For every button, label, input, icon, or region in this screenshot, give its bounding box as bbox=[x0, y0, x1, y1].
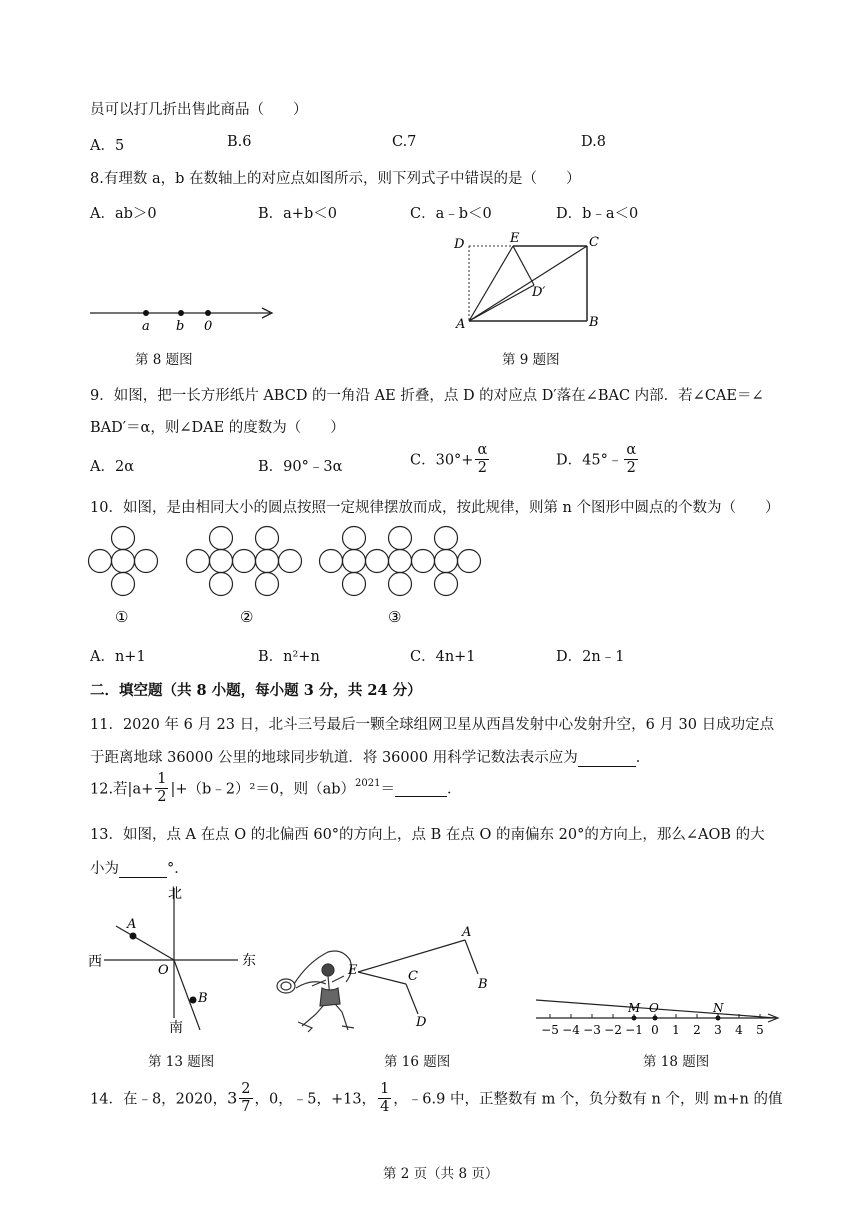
fig18-tick-label: −4 bbox=[562, 1023, 580, 1037]
dancer-image bbox=[277, 951, 354, 1032]
question-11-line-1: 11．2020 年 6 月 23 日，北斗三号最后一颗全球组网卫星从西昌发射中心发射升空，6 月 30 日成功定点 bbox=[90, 717, 775, 733]
fig13-label-b: B bbox=[198, 991, 208, 1006]
figure-16-dancer bbox=[268, 922, 500, 1034]
q12-answer-blank bbox=[395, 780, 447, 797]
fig18-tick-label: 4 bbox=[735, 1023, 743, 1037]
fig9-label-c: C bbox=[589, 235, 599, 250]
fig18-tick-label: 3 bbox=[714, 1023, 722, 1037]
fig18-tick-label: 2 bbox=[693, 1023, 701, 1037]
figure-18-caption: 第 18 题图 bbox=[643, 1054, 710, 1070]
fig8-label-a: a bbox=[142, 319, 150, 334]
q11-answer-blank bbox=[578, 750, 636, 767]
figure-9-caption: 第 9 题图 bbox=[502, 352, 560, 368]
q10-option-a: A．n+1 bbox=[90, 649, 146, 665]
fig13-label-east: 东 bbox=[242, 953, 256, 969]
q7-option-a: A．5 bbox=[90, 138, 125, 154]
q13-answer-blank bbox=[119, 861, 167, 878]
fig16-label-d: D bbox=[416, 1015, 427, 1030]
figure-10-dot-patterns bbox=[88, 524, 488, 632]
figure-8-number-line bbox=[88, 300, 288, 340]
q7-option-b: B.6 bbox=[227, 134, 252, 150]
fig9-label-d-prime: D′ bbox=[532, 285, 546, 300]
question-13-line-1: 13．如图，点 A 在点 O 的北偏西 60°的方向上，点 B 在点 O 的南偏东 20°的方向上，那么∠AOB 的大 bbox=[90, 827, 765, 843]
q8-option-a: A．ab＞0 bbox=[90, 206, 157, 222]
q8-option-d: D．b﹣a＜0 bbox=[556, 206, 639, 222]
q13-text: 小为 bbox=[90, 861, 119, 877]
figure-13-compass bbox=[88, 884, 278, 1034]
fig16-label-a: A bbox=[462, 925, 472, 940]
q9-option-a: A．2α bbox=[90, 459, 134, 475]
page-footer: 第 2 页（共 8 页） bbox=[383, 1166, 499, 1182]
q12-mid: |+（b﹣2）²＝0，则（ab） bbox=[170, 781, 355, 798]
fig18-tick-label: −5 bbox=[541, 1023, 559, 1037]
figure-8-caption: 第 8 题图 bbox=[135, 352, 193, 368]
fig13-label-o: O bbox=[158, 963, 169, 978]
q9-option-b: B．90°﹣3α bbox=[258, 459, 343, 475]
fig13-label-west: 西 bbox=[88, 954, 102, 970]
q7-option-c: C.7 bbox=[392, 134, 417, 150]
question-11-line-2 bbox=[90, 746, 650, 767]
fig16-label-e: E bbox=[348, 963, 358, 978]
fraction-numerator: α bbox=[626, 442, 637, 458]
q14-pre: 14．在﹣8，2020， bbox=[90, 1091, 228, 1108]
q9-option-c bbox=[410, 443, 491, 475]
q12-exponent: 2021 bbox=[355, 778, 381, 790]
q14-mid: ，0，﹣5，+13， bbox=[254, 1091, 377, 1108]
fig18-tick-label: 5 bbox=[756, 1023, 764, 1037]
fig9-label-a: A bbox=[456, 317, 466, 332]
figure-9-rectangle bbox=[450, 232, 610, 342]
q11-text: 于距离地球 36000 公里的地球同步轨道．将 36000 用科学记数法表示应为 bbox=[90, 750, 578, 766]
fig9-label-b: B bbox=[589, 315, 599, 330]
q7-option-d: D.8 bbox=[581, 134, 606, 150]
fraction-denominator: 4 bbox=[380, 1098, 390, 1115]
question-13-line-2 bbox=[90, 857, 189, 878]
q11-end: ． bbox=[635, 750, 651, 766]
q8-option-b: B．a+b＜0 bbox=[258, 206, 337, 222]
q14-mixed-fraction bbox=[239, 1082, 252, 1114]
fig16-label-c: C bbox=[408, 969, 418, 984]
fig10-label-3: ③ bbox=[388, 608, 402, 626]
fig18-point-m: M bbox=[628, 1001, 641, 1015]
fraction-numerator: 1 bbox=[380, 1081, 390, 1097]
section-2-heading: 二．填空题（共 8 小题，每小题 3 分，共 24 分） bbox=[90, 682, 422, 699]
q10-option-c: C．4n+1 bbox=[410, 649, 476, 665]
q12-fraction bbox=[155, 772, 168, 804]
fraction-denominator: 2 bbox=[477, 459, 487, 476]
fraction-numerator: 1 bbox=[157, 771, 167, 787]
q12-pre: 12.若|a+ bbox=[90, 781, 154, 798]
fraction-denominator: 7 bbox=[241, 1098, 251, 1115]
q10-option-d: D．2n﹣1 bbox=[556, 649, 625, 665]
q9-option-c-fraction bbox=[475, 443, 489, 475]
fig18-tick-label: −3 bbox=[583, 1023, 601, 1037]
fig18-point-o: O bbox=[649, 1001, 659, 1015]
q13-end: °． bbox=[167, 861, 189, 877]
q9-option-c-text: C．30°+ bbox=[410, 452, 474, 469]
question-9-line-2: BAD′＝α，则∠DAE 的度数为（ ） bbox=[90, 420, 345, 436]
fig13-label-north: 北 bbox=[168, 886, 182, 902]
q8-option-c: C．a﹣b＜0 bbox=[410, 206, 492, 222]
figure-13-caption: 第 13 题图 bbox=[148, 1054, 215, 1070]
fraction-numerator: 2 bbox=[241, 1081, 251, 1097]
question-9-line-1: 9．如图，把一长方形纸片 ABCD 的一角沿 AE 折叠，点 D 的对应点 D′落在∠BAC 内部．若∠CAE＝∠ bbox=[90, 388, 764, 404]
q14-fraction bbox=[378, 1082, 391, 1114]
q9-option-d-fraction bbox=[624, 443, 638, 475]
fig13-label-south: 南 bbox=[169, 1020, 183, 1036]
q12-equals: ＝ bbox=[380, 781, 395, 798]
fraction-denominator: 2 bbox=[626, 459, 636, 476]
question-8-stem: 8.有理数 a，b 在数轴上的对应点如图所示，则下列式子中错误的是（ ） bbox=[90, 171, 581, 187]
fig10-label-1: ① bbox=[115, 608, 129, 626]
question-12 bbox=[90, 772, 461, 804]
fig18-tick-label: 0 bbox=[651, 1023, 659, 1037]
fig18-tick-label: −2 bbox=[604, 1023, 622, 1037]
fig18-tick-label: 1 bbox=[672, 1023, 680, 1037]
fig10-label-2: ② bbox=[240, 608, 254, 626]
q14-post: ，﹣6.9 中，正整数有 m 个，负分数有 n 个，则 m+n 的值 bbox=[393, 1091, 783, 1108]
q9-option-d bbox=[556, 443, 640, 475]
q10-option-b: B．n²+n bbox=[258, 649, 320, 665]
fig9-label-d: D bbox=[454, 237, 465, 252]
fig8-label-zero: 0 bbox=[204, 319, 213, 334]
fig13-label-a: A bbox=[127, 917, 137, 932]
q12-end: ． bbox=[446, 781, 462, 798]
question-14 bbox=[90, 1082, 782, 1114]
question-10-stem: 10．如图，是由相同大小的圆点按照一定规律摆放而成，按此规律，则第 n 个图形中圆点的个数为（ ） bbox=[90, 500, 780, 516]
q14-mixed-integer: 3 bbox=[227, 1088, 238, 1108]
fraction-denominator: 2 bbox=[157, 788, 167, 805]
fig16-label-b: B bbox=[478, 977, 488, 992]
fraction-numerator: α bbox=[477, 442, 488, 458]
figure-18-number-line bbox=[536, 1000, 786, 1040]
fig18-point-n: N bbox=[713, 1001, 724, 1015]
question-7-continued: 员可以打几折出售此商品（ ） bbox=[90, 102, 308, 118]
fig8-label-b: b bbox=[176, 319, 185, 334]
q9-option-d-text: D．45°﹣ bbox=[556, 452, 623, 469]
figure-16-caption: 第 16 题图 bbox=[384, 1054, 451, 1070]
fig9-label-e: E bbox=[510, 231, 520, 246]
fig18-tick-label: −1 bbox=[625, 1023, 643, 1037]
